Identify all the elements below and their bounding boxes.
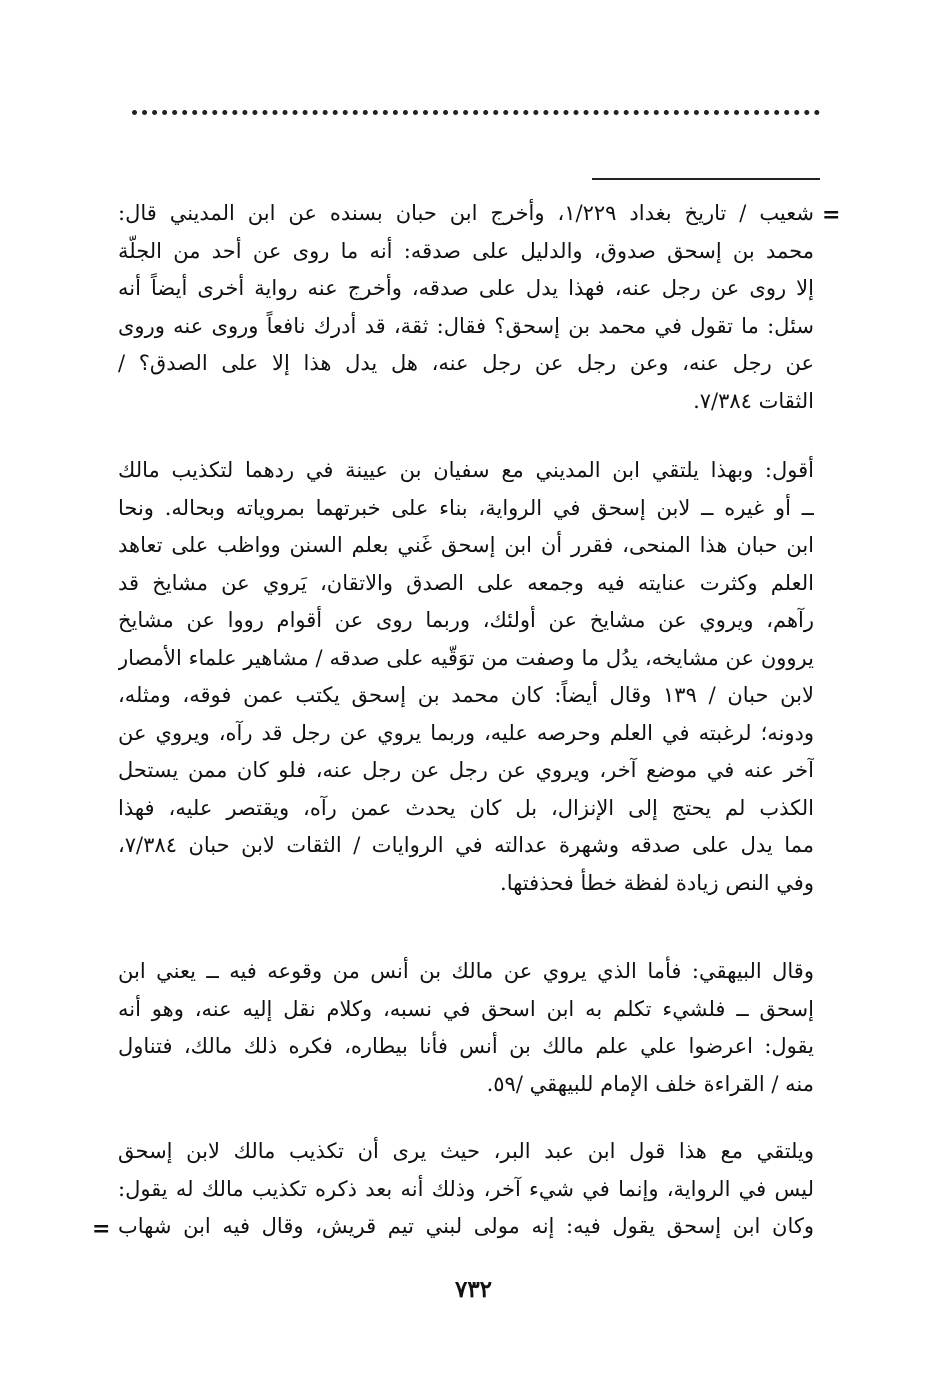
- text-line: يقول: اعرضوا علي علم مالك بن أنس فأنا بيطاره، فكره ذلك مالك، فتناول: [118, 1034, 814, 1058]
- footnote-separator-line: [592, 178, 820, 180]
- text-line: وقال البيهقي: فأما الذي يروي عن مالك بن أنس من وقوعه فيه ــ يعني ابن: [118, 959, 814, 983]
- text-line: العلم وكثرت عنايته فيه وجمعه على الصدق والاتقان، يَروي عن مشايخ قد: [118, 570, 814, 595]
- continuation-mark-bottom: =: [92, 1216, 111, 1242]
- text-line: ابن حبان هذا المنحى، فقرر أن ابن إسحق غَني بعلم السنن وواظب على تعاهد: [118, 533, 814, 557]
- footnote-paragraph-2: [118, 452, 814, 902]
- text-line: آخر عنه في موضع آخر، ويروي عن رجل عن رجل عنه، فلو كان ممن يستحل: [118, 758, 814, 782]
- text-line: ــ أو غيره ــ لابن إسحق في الرواية، بناء على خبرتهما بمروياته وبحاله. ونحا: [118, 495, 814, 520]
- text-line: عن رجل عنه، وعن رجل عن رجل عنه، هل يدل هذا إلا على الصدق؟ /: [118, 351, 814, 375]
- text-line: وكان ابن إسحق يقول فيه: إنه مولى لبني تيم قريش، وقال فيه ابن شهاب: [118, 1214, 814, 1238]
- text-line: إسحق ــ فلشيء تكلم به ابن اسحق في نسبه، وكلام نقل إليه عنه، وهو أنه: [118, 996, 814, 1021]
- text-line: إلا روى عن رجل عنه، فهذا يدل على صدقه، وأخرج عنه رواية أخرى أيضاً أنه: [118, 276, 814, 300]
- text-line: أقول: وبهذا يلتقي ابن المديني مع سفيان بن عيينة في ردهما لتكذيب مالك: [118, 458, 814, 482]
- dotted-separator: [132, 110, 820, 115]
- text-line: محمد بن إسحق صدوق، والدليل على صدقه: أنه ما روى عن أحد من الجلّة: [118, 238, 814, 263]
- text-line: رآهم، ويروي عن مشايخ عن أولئك، وربما روى عن أقوام رووا عن مشايخ: [118, 608, 814, 632]
- text-line: وفي النص زيادة لفظة خطأ فحذفتها.: [500, 870, 814, 895]
- text-line: سئل: ما تقول في محمد بن إسحق؟ فقال: ثقة، قد أدرك نافعاً وروى عنه وروى: [118, 313, 814, 338]
- text-line: الثقات ٧/٣٨٤.: [693, 388, 814, 413]
- text-line: لابن حبان / ١٣٩ وقال أيضاً: كان محمد بن إسحق يكتب عمن فوقه، ومثله،: [118, 683, 814, 707]
- text-line: منه / القراءة خلف الإمام للبيهقي /٥٩.: [486, 1071, 814, 1096]
- text-line: ليس في الرواية، وإنما في شيء آخر، وذلك أنه بعد ذكره تكذيب مالك له يقول:: [118, 1176, 814, 1201]
- text-line: الكذب لم يحتج إلى الإنزال، بل كان يحدث عمن رآه، ويقتصر عليه، فهذا: [118, 795, 814, 820]
- footnote-paragraph-4: [118, 1133, 814, 1246]
- footnote-paragraph-1: [118, 195, 814, 420]
- text-line: مما يدل على صدقه وشهرة عدالته في الروايات / الثقات لابن حبان ٧/٣٨٤،: [118, 833, 814, 857]
- text-line: شعيب / تاريخ بغداد ١/٢٢٩، وأخرج ابن حبان بسنده عن ابن المديني قال:: [118, 201, 814, 225]
- page-number: ٧٣٢: [454, 1276, 493, 1303]
- text-line: ويلتقي مع هذا قول ابن عبد البر، حيث يرى أن تكذيب مالك لابن إسحق: [118, 1139, 814, 1163]
- footnote-paragraph-3: [118, 953, 814, 1103]
- text-line: ودونه؛ لرغبته في العلم وحرصه عليه، وربما يروي عن رجل قد رآه، ويروي عن: [118, 720, 814, 745]
- text-line: يروون عن مشايخه، يدُل ما وصفت من توَقّيه على صدقه / مشاهير علماء الأمصار: [118, 645, 814, 670]
- continuation-mark-top: =: [822, 202, 841, 228]
